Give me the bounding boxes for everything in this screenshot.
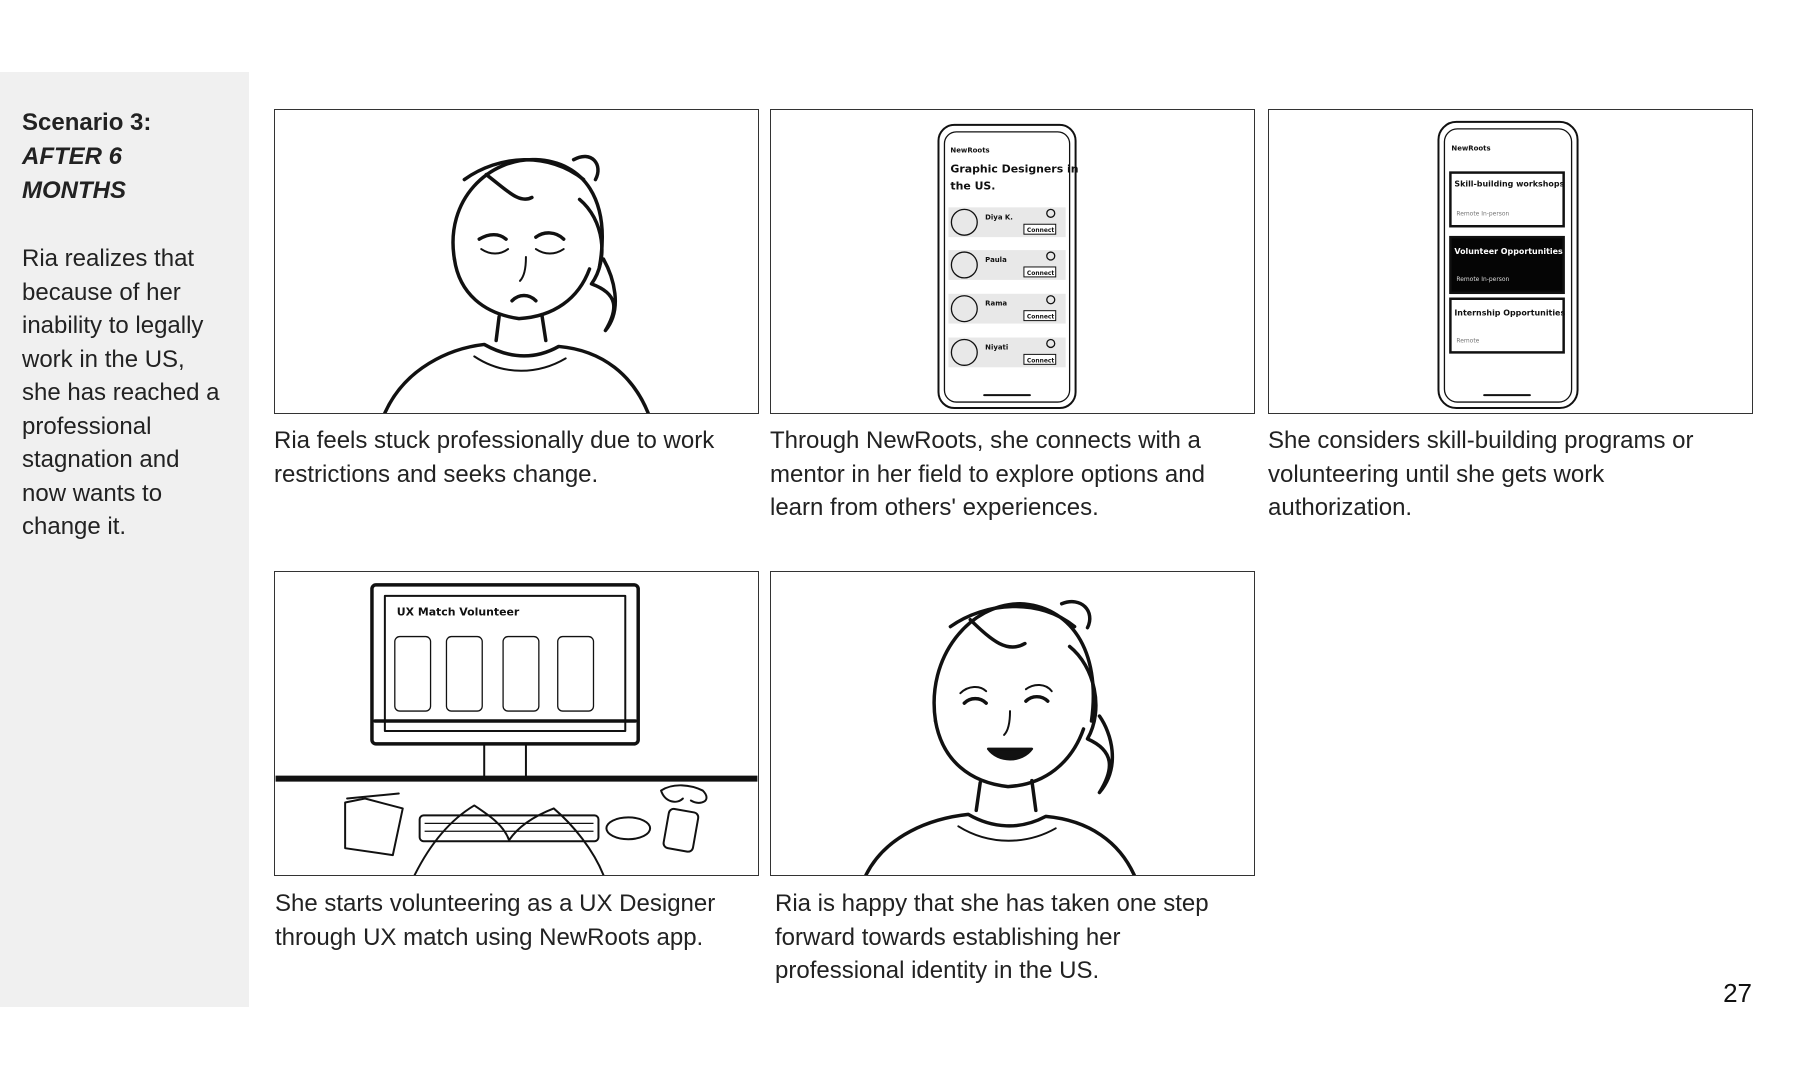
caption-line: She starts volunteering as a UX Designer <box>275 890 716 917</box>
opportunity-card <box>1450 299 1565 353</box>
card-tags: Remote In-person <box>1456 275 1510 283</box>
caption-line: learn from others' experiences. <box>770 494 1099 521</box>
scenario-subtitle-line: AFTER 6 <box>22 143 123 170</box>
card-title: Internship Opportunities <box>1454 308 1566 318</box>
page-number: 27 <box>1723 978 1752 1008</box>
description-line: now wants to <box>22 479 163 507</box>
phone-heading-line: the US. <box>950 179 996 193</box>
phone-heading-line: Graphic Designers in <box>950 162 1079 176</box>
storyboard-panel-volunteering <box>274 571 759 876</box>
phone-brand: NewRoots <box>1451 144 1491 153</box>
caption-line: professional identity in the US. <box>775 957 1100 984</box>
card-title: Volunteer Opportunities <box>1454 247 1563 257</box>
connect-label: Connect <box>1026 269 1055 277</box>
caption-line: volunteering until she gets work <box>1268 460 1605 488</box>
caption-line: Ria feels stuck professionally due to work <box>274 427 715 454</box>
contact-name: Niyati <box>985 343 1009 352</box>
description-line: because of her <box>22 278 181 306</box>
phone-mentor-list-illustration <box>771 110 1254 413</box>
happy-woman-illustration <box>771 572 1254 875</box>
connect-label: Connect <box>1026 357 1055 365</box>
contact-name: Paula <box>985 255 1007 264</box>
description-line: she has reached a <box>22 379 220 406</box>
description-line: stagnation and <box>22 446 180 473</box>
mouse <box>606 817 650 839</box>
description-line: change it. <box>22 513 127 540</box>
description-line: professional <box>22 412 152 440</box>
glasses <box>661 785 706 803</box>
card-title: Skill-building workshops <box>1454 179 1565 189</box>
storyboard-panel-happy <box>770 571 1255 876</box>
description-line: Ria realizes that <box>22 245 195 272</box>
storyboard-panel-stuck <box>274 109 759 414</box>
description-line: work in the US, <box>22 345 185 373</box>
phone-opportunities-illustration <box>1269 110 1752 413</box>
contact-name: Rama <box>985 299 1008 308</box>
caption-line: authorization. <box>1268 494 1413 521</box>
scenario-description <box>22 242 234 544</box>
connect-label: Connect <box>1026 227 1055 235</box>
pen <box>347 794 399 799</box>
caption-line: Through NewRoots, she connects with a <box>770 427 1201 454</box>
phone-brand: NewRoots <box>950 146 990 155</box>
opportunity-card <box>1450 173 1564 227</box>
storyboard-panel-options <box>1268 109 1753 414</box>
description-line: inability to legally <box>22 312 204 339</box>
panel-caption <box>275 887 765 954</box>
contact-row <box>948 207 1065 237</box>
card-tags: Remote In-person <box>1456 210 1510 218</box>
caption-line: mentor in her field to explore options and <box>770 460 1205 488</box>
contact-row <box>948 294 1065 324</box>
scenario-subtitle-line: MONTHS <box>22 177 126 204</box>
sad-woman-illustration <box>275 110 758 413</box>
monitor-title: UX Match Volunteer <box>396 605 520 619</box>
scenario-heading <box>22 106 232 208</box>
caption-line: forward towards establishing her <box>775 923 1121 951</box>
notebook <box>345 799 403 856</box>
caption-line: She considers skill-building programs or <box>1268 427 1694 454</box>
card-tags: Remote <box>1456 337 1480 345</box>
panel-caption <box>1268 424 1758 525</box>
caption-line: Ria is happy that she has taken one step <box>775 890 1209 917</box>
contact-row <box>948 337 1065 367</box>
contact-name: Diya K. <box>985 213 1013 222</box>
scenario-title: Scenario 3: <box>22 109 152 136</box>
panel-caption <box>775 887 1265 988</box>
storyboard-panel-connect <box>770 109 1255 414</box>
caption-line: through UX match using NewRoots app. <box>275 923 704 951</box>
smartphone <box>663 808 699 852</box>
caption-line: restrictions and seeks change. <box>274 460 599 488</box>
panel-caption <box>274 424 764 491</box>
panel-caption <box>770 424 1260 525</box>
opportunity-card <box>1450 237 1563 293</box>
connect-label: Connect <box>1026 313 1055 321</box>
contact-row <box>948 250 1065 280</box>
desk-computer-illustration <box>275 572 758 875</box>
